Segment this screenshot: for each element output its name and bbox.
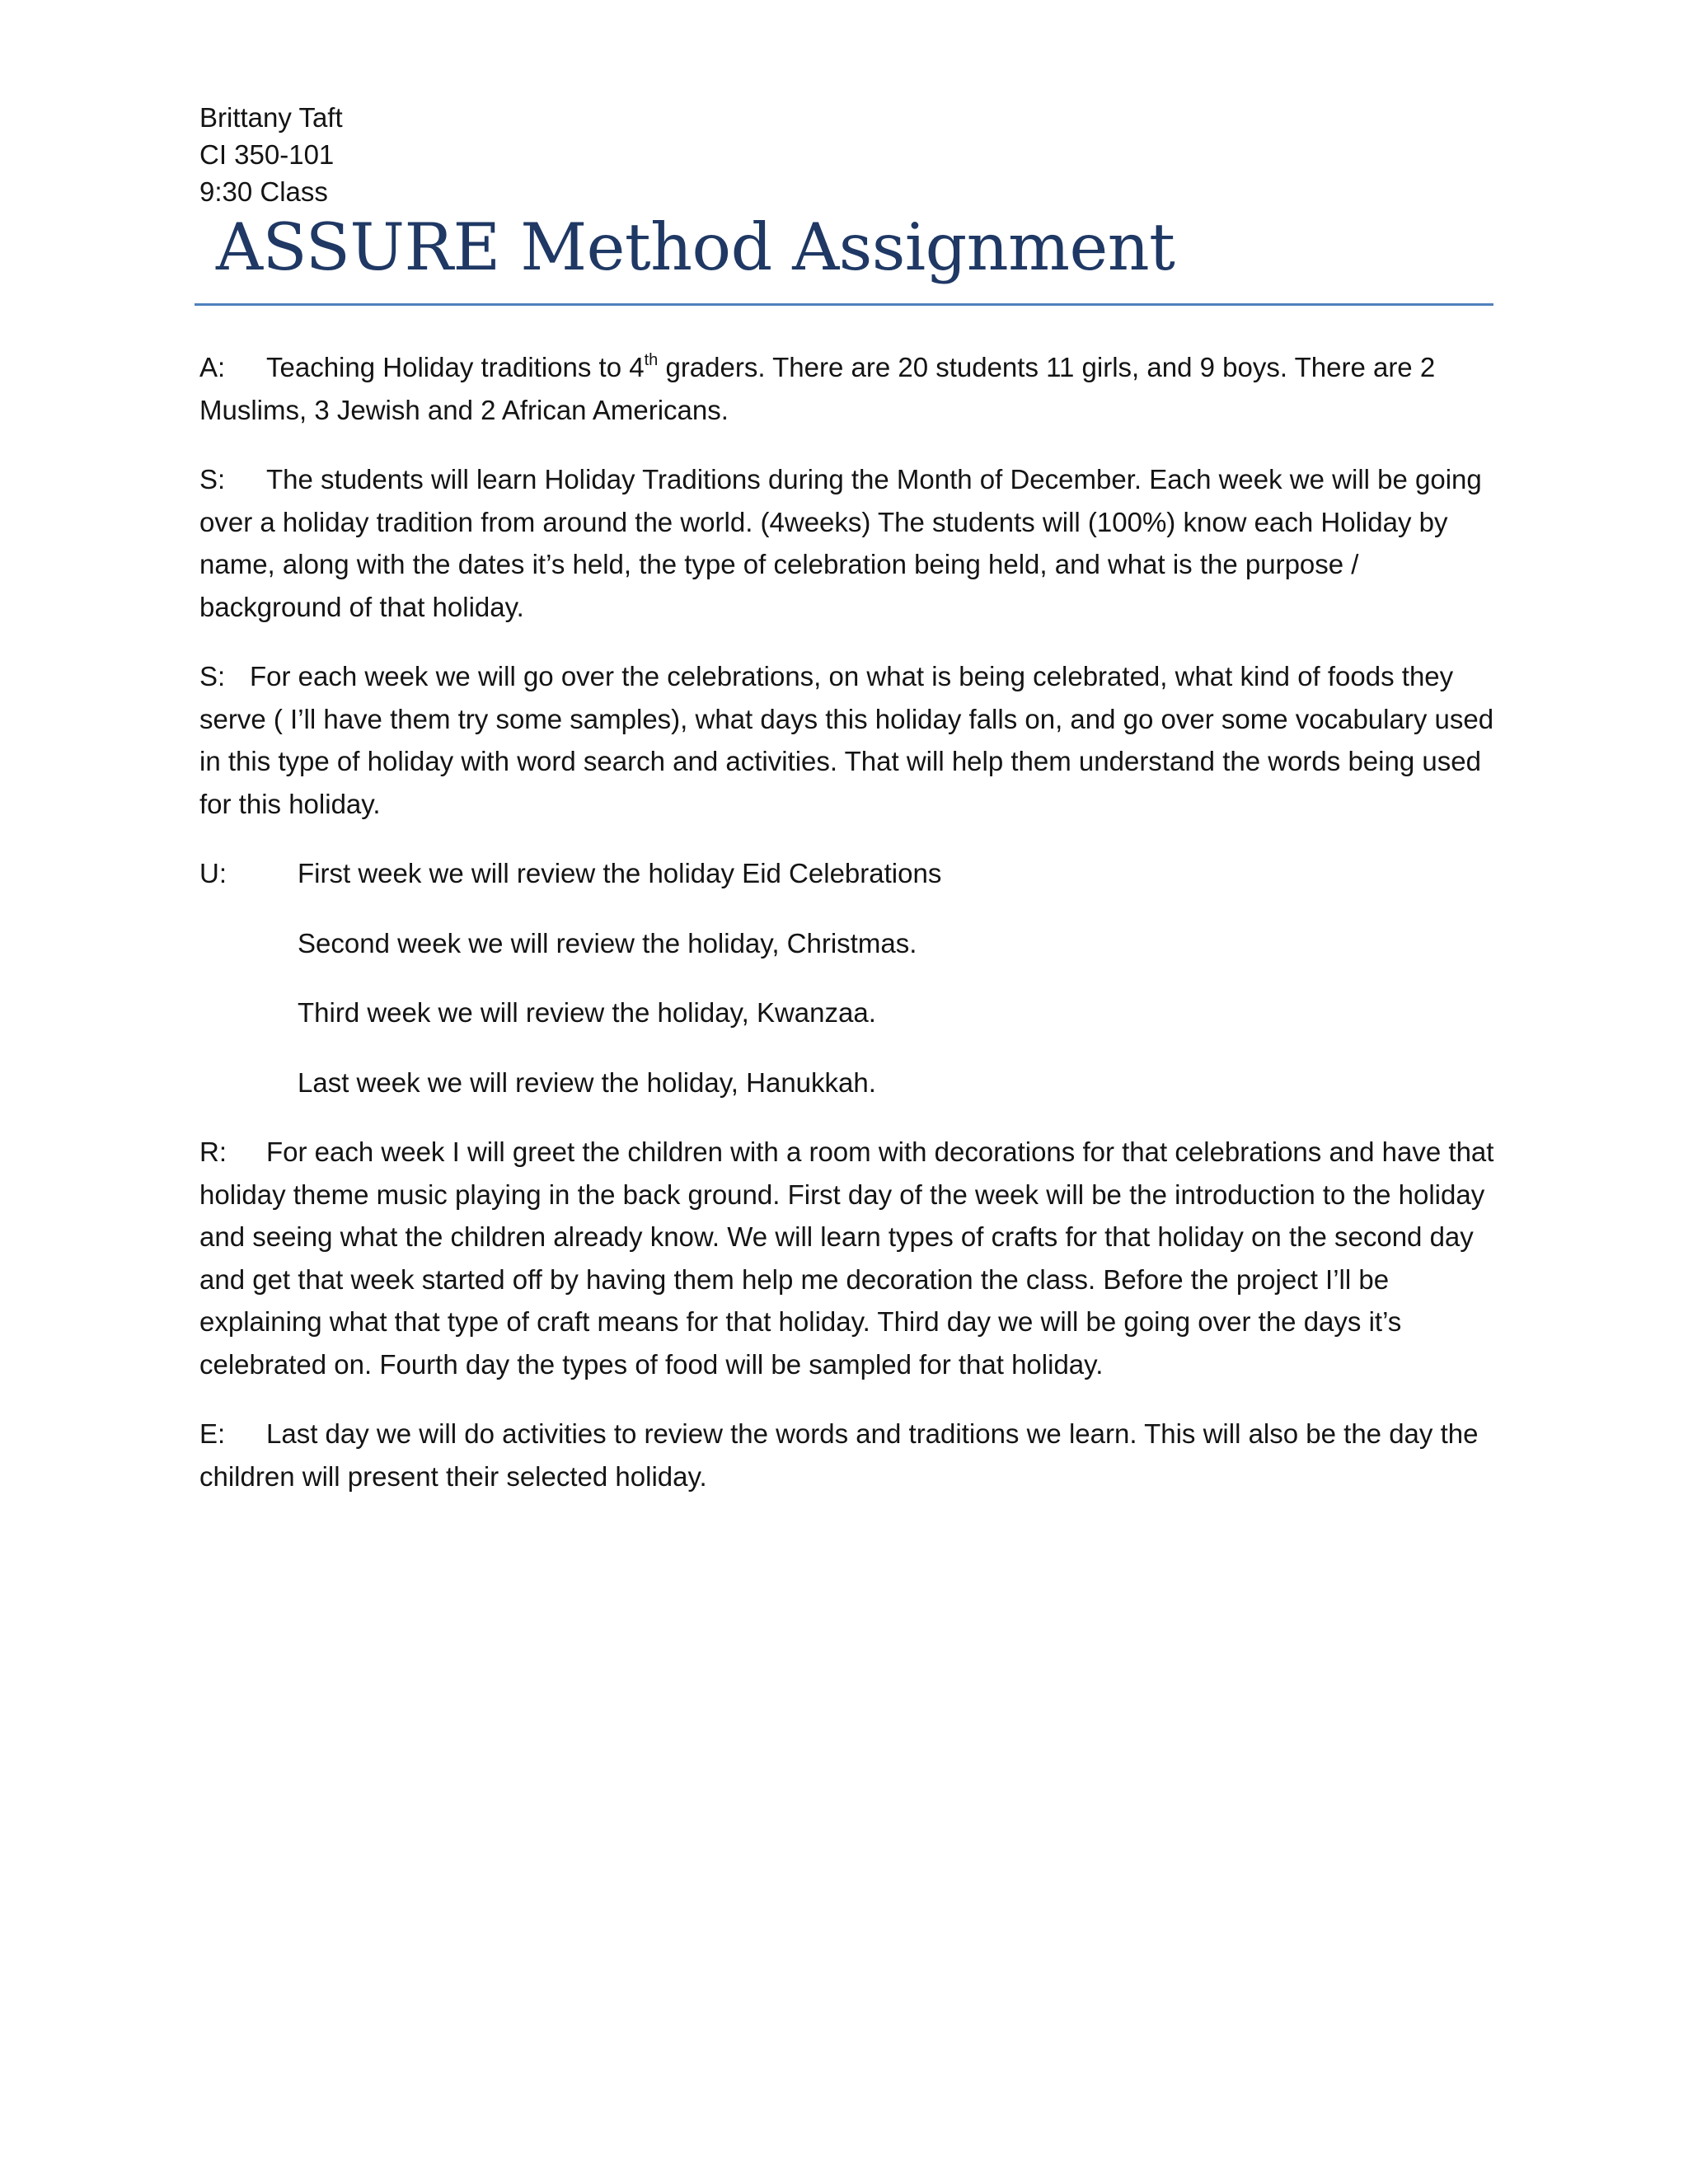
section-letter-s2: S: bbox=[199, 661, 226, 691]
section-e bbox=[199, 1413, 1502, 1497]
section-letter-u: U: bbox=[199, 858, 227, 888]
ordinal-superscript: th bbox=[644, 351, 659, 369]
section-s1-text: The students will learn Holiday Traditions during the Month of December. Each week we will be going over a holiday tradition from around the world. (4weeks) The students will (100%) know each Holiday by name, along with the dates it’s held, the type of celebration being held, and what is the purpose / background of that holiday. bbox=[199, 464, 1482, 622]
section-a bbox=[199, 346, 1502, 431]
section-letter-a: A: bbox=[199, 352, 226, 382]
course-code: CI 350-101 bbox=[199, 139, 335, 170]
section-s-objectives bbox=[199, 458, 1502, 628]
section-e-text: Last day we will do activities to review the words and traditions we learn. This will also be the day the children will present their selected holiday. bbox=[199, 1418, 1479, 1492]
document-body bbox=[199, 346, 1502, 1525]
section-s-methods bbox=[199, 655, 1502, 825]
section-r bbox=[199, 1131, 1502, 1385]
document-title: ASSURE Method Assignment bbox=[216, 209, 1175, 285]
class-time: 9:30 Class bbox=[199, 176, 328, 207]
author-name: Brittany Taft bbox=[199, 102, 343, 133]
u-item-week-2: Second week we will review the holiday, Christmas. bbox=[298, 927, 917, 958]
section-u bbox=[199, 852, 1502, 895]
title-underline-rule bbox=[195, 303, 1493, 306]
u-item-week-4: Last week we will review the holiday, Hanukkah. bbox=[298, 1066, 876, 1098]
u-item-week-1: First week we will review the holiday Eid Celebrations bbox=[298, 858, 942, 888]
u-item-week-3: Third week we will review the holiday, Kwanzaa. bbox=[298, 997, 876, 1028]
section-letter-r: R: bbox=[199, 1137, 227, 1167]
section-letter-s1: S: bbox=[199, 464, 226, 494]
section-s2-text: For each week we will go over the celebrations, on what is being celebrated, what kind of foods they serve ( I’ll have them try some samples), what days this holiday falls on, and go over some vocabulary used in this type of holiday with word search and activities. That will help them understand the words being used for this holiday. bbox=[199, 661, 1494, 819]
section-r-text: For each week I will greet the children with a room with decorations for that celebrations and have that holiday theme music playing in the back ground. First day of the week will be the introduction to the holiday and seeing what the children already know. We will learn types of crafts for that holiday on the second day and get that week started off by having them help me decoration the class. Before the project I’ll be explaining what that type of craft means for that holiday. Third day we will be going over the days it’s celebrated on. Fourth day the types of food will be sampled for that holiday. bbox=[199, 1137, 1494, 1380]
header-block bbox=[199, 99, 343, 210]
section-a-text-start: Teaching Holiday traditions to 4 bbox=[266, 352, 645, 382]
section-a-text-end: graders. There are 20 students 11 girls, and 9 boys. There are 2 Muslims, 3 Jewish and 2 African Americans. bbox=[199, 352, 1436, 425]
section-letter-e: E: bbox=[199, 1418, 226, 1449]
